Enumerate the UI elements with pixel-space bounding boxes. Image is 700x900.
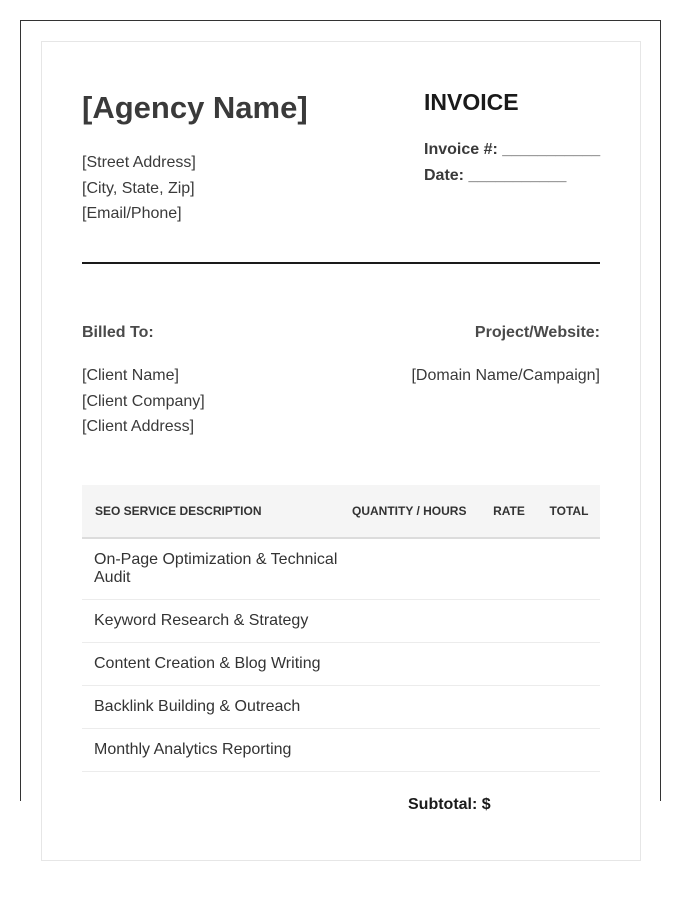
client-address: [Client Address] — [82, 418, 195, 435]
project-label: Project/Website: — [474, 324, 600, 341]
agency-contact: [Email/Phone] — [82, 205, 182, 222]
row-total — [538, 643, 600, 686]
row-total — [538, 600, 600, 643]
invoice-number-value: ___________ — [502, 141, 601, 158]
row-quantity — [352, 686, 480, 729]
agency-city: [City, State, Zip] — [82, 179, 195, 197]
table-row — [82, 600, 600, 643]
header-description: SEO SERVICE DESCRIPTION — [82, 485, 352, 538]
invoice-date-value: ___________ — [468, 167, 567, 184]
table-header-row — [82, 485, 600, 538]
agency-street: [Street Address] — [82, 154, 196, 171]
row-rate — [480, 643, 538, 686]
row-description: Monthly Analytics Reporting — [82, 729, 352, 772]
row-total — [538, 538, 600, 600]
client-company: [Client Company] — [82, 392, 205, 410]
table-row — [82, 729, 600, 772]
table-row — [82, 686, 600, 729]
row-quantity — [352, 729, 480, 772]
row-quantity — [352, 600, 480, 643]
header-total: TOTAL — [538, 485, 600, 538]
client-block — [82, 363, 205, 440]
invoice-title: INVOICE — [424, 89, 519, 115]
subtotal-label: Subtotal: $ — [408, 796, 491, 813]
services-table — [82, 485, 600, 772]
client-name: [Client Name] — [82, 367, 179, 384]
row-description: Keyword Research & Strategy — [82, 600, 352, 643]
invoice-meta — [424, 137, 600, 189]
invoice-number-line — [424, 137, 600, 163]
invoice-number-label: Invoice #: — [424, 141, 498, 158]
row-total — [538, 729, 600, 772]
table-row — [82, 643, 600, 686]
row-rate — [480, 686, 538, 729]
row-description: Content Creation & Blog Writing — [82, 643, 352, 686]
row-total — [538, 686, 600, 729]
agency-name: [Agency Name] — [82, 90, 308, 125]
header-divider — [82, 262, 600, 264]
table-row — [82, 538, 600, 600]
header-rate: RATE — [480, 485, 538, 538]
invoice-page — [41, 41, 641, 861]
row-description: Backlink Building & Outreach — [82, 686, 352, 729]
row-rate — [480, 729, 538, 772]
row-rate — [480, 600, 538, 643]
row-rate — [480, 538, 538, 600]
header-quantity: QUANTITY / HOURS — [352, 485, 480, 538]
agency-contact-block — [82, 150, 196, 227]
invoice-date-label: Date: — [424, 167, 465, 184]
row-quantity — [352, 538, 480, 600]
invoice-date-line — [424, 163, 600, 189]
project-value: [Domain Name/Campaign] — [411, 367, 600, 384]
row-description: On-Page Optimization & Technical Audit — [82, 538, 352, 600]
row-quantity — [352, 643, 480, 686]
billed-to-label: Billed To: — [82, 324, 154, 341]
document-viewport — [20, 20, 661, 813]
